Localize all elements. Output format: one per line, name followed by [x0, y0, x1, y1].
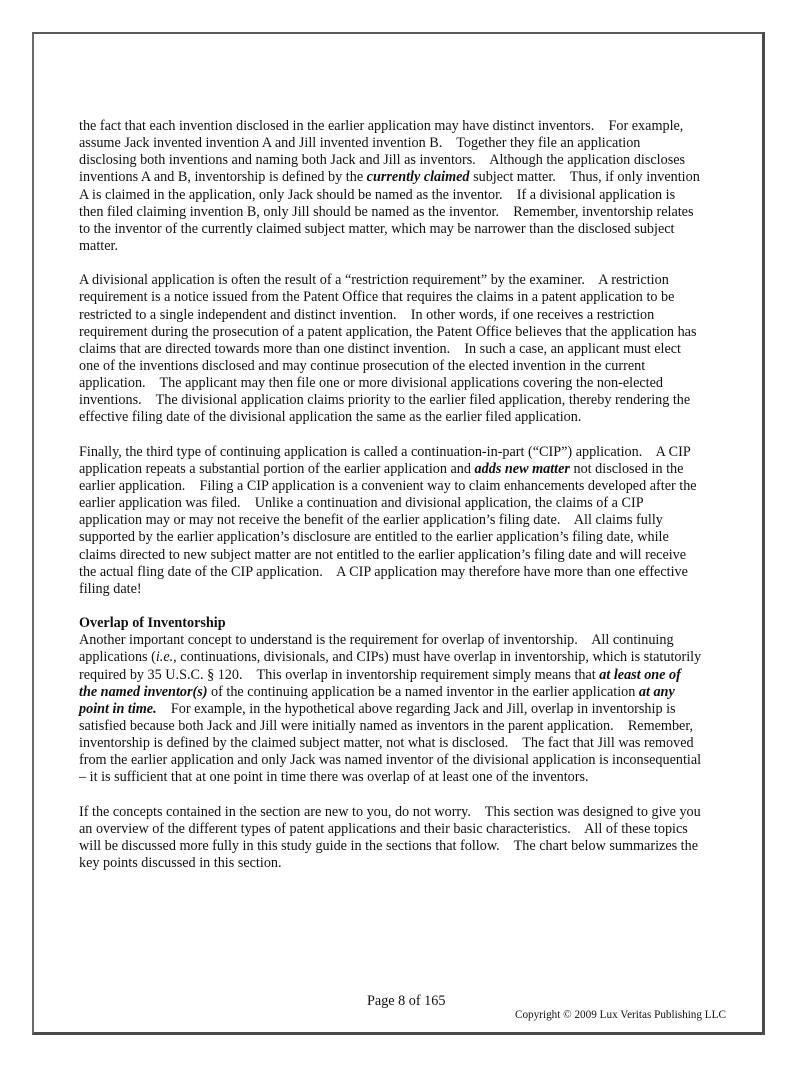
- text-run: from the earlier application and only Jack was named inventor of the divisional application is inconsequential: [79, 752, 702, 769]
- paragraph: [79, 804, 751, 873]
- text-line: [79, 187, 751, 204]
- text-run: applications (: [79, 649, 156, 666]
- text-run: A is claimed in the application, only Jack should be named as the inventor. If a divisional application is: [79, 186, 676, 203]
- copyright-notice: Copyright © 2009 Lux Veritas Publishing LLC: [515, 1009, 726, 1021]
- page-number: Page 8 of 165: [367, 993, 446, 1009]
- text-run: will be discussed more fully in this study guide in the sections that follow. The chart below summarizes the: [79, 837, 699, 854]
- text-line: [79, 581, 751, 598]
- text-line: [79, 341, 751, 358]
- text-run: filing date!: [79, 580, 142, 597]
- text-run: key points discussed in this section.: [79, 855, 282, 872]
- text-line: [79, 769, 751, 786]
- text-run: one of the inventions disclosed and may continue prosecution of the elected invention in the current: [79, 357, 646, 374]
- text-run: the actual fling date of the CIP application. A CIP application may therefore have more than one effective: [79, 563, 688, 580]
- text-line: [79, 375, 751, 392]
- text-line: [79, 135, 751, 152]
- emphasis-text: adds new matter: [474, 460, 570, 477]
- text-run: then filed claiming invention B, only Jill should be named as the inventor. Remember, inventorship relates: [79, 203, 694, 220]
- text-line: [79, 735, 751, 752]
- text-run: requirement during the prosecution of a patent application, the Patent Office believes that the application has: [79, 323, 697, 340]
- text-line: [79, 512, 751, 529]
- text-run: satisfied because both Jack and Jill were initially named as inventors in the parent application. Remember,: [79, 717, 694, 734]
- paragraph: [79, 272, 751, 426]
- text-run: the fact that each invention disclosed in the earlier application may have distinct inventors. For example,: [79, 118, 684, 134]
- text-line: [79, 547, 751, 564]
- text-line: [79, 221, 751, 238]
- section-heading: Overlap of Inventorship: [79, 615, 226, 632]
- text-line: [79, 495, 751, 512]
- text-run: subject matter. Thus, if only invention: [469, 169, 700, 186]
- emphasis-text: the named inventor(s): [79, 683, 208, 700]
- text-line: [79, 358, 751, 375]
- emphasis-text: point in time.: [79, 700, 157, 717]
- text-line: [79, 667, 751, 684]
- text-line: [79, 855, 751, 872]
- text-line: [79, 804, 751, 821]
- text-line: [79, 684, 751, 701]
- text-line: [79, 152, 751, 169]
- text-line: [79, 752, 751, 769]
- text-line: [79, 272, 751, 289]
- text-line: [79, 169, 751, 186]
- emphasis-text: currently claimed: [366, 169, 470, 186]
- text-run: – it is sufficient that at one point in time there was overlap of at least one of the inventors.: [79, 769, 589, 786]
- text-line: [79, 821, 751, 838]
- text-run: restricted to a single independent and distinct invention. In other words, if one receives a restriction: [79, 306, 655, 323]
- text-line: [79, 564, 751, 581]
- text-run: If the concepts contained in the section are new to you, do not worry. This section was designed to give you: [79, 803, 701, 820]
- text-run: application may or may not receive the benefit of the earlier application’s filing date. All claims fully: [79, 512, 663, 529]
- text-run: an overview of the different types of patent applications and their basic characteristics. All of these topics: [79, 820, 688, 837]
- document-body: [79, 118, 751, 889]
- paragraph: [79, 118, 751, 255]
- text-line: [79, 632, 751, 649]
- text-run: supported by the earlier application’s disclosure are entitled to the earlier application’s filing date, while: [79, 529, 669, 546]
- emphasis-text: at any: [638, 683, 675, 700]
- text-line: [79, 838, 751, 855]
- emphasis-text: i.e.: [155, 649, 174, 666]
- text-line: [79, 478, 751, 495]
- text-line: [79, 118, 751, 135]
- text-run: disclosing both inventions and naming both Jack and Jill as inventors. Although the application discloses: [79, 152, 686, 169]
- text-run: earlier application was filed. Unlike a continuation and divisional application, the claims of a CIP: [79, 495, 644, 512]
- text-run: inventorship is defined by the claimed subject matter, not what is disclosed. The fact that Jill was removed: [79, 735, 694, 752]
- text-line: [79, 444, 751, 461]
- text-line: [79, 701, 751, 718]
- paragraph: [79, 444, 751, 598]
- text-run: of the continuing application be a named inventor in the earlier application: [207, 683, 639, 700]
- text-line: [79, 289, 751, 306]
- text-run: inventions A and B, inventorship is defined by the: [79, 169, 367, 186]
- text-run: inventions. The divisional application claims priority to the earlier filed application, thereby rendering the: [79, 392, 691, 409]
- text-line: [79, 238, 751, 255]
- text-run: effective filing date of the divisional application the same as the earlier filed application.: [79, 409, 582, 426]
- text-run: application. The applicant may then file one or more divisional applications covering the non-elected: [79, 375, 663, 392]
- text-run: matter.: [79, 237, 119, 254]
- text-run: For example, in the hypothetical above regarding Jack and Jill, overlap in inventorship is: [156, 700, 676, 717]
- text-run: earlier application. Filing a CIP application is a convenient way to claim enhancements developed after the: [79, 477, 697, 494]
- emphasis-text: at least one of: [599, 666, 681, 683]
- paragraph: [79, 615, 751, 786]
- text-line: [79, 392, 751, 409]
- text-line: [79, 461, 751, 478]
- text-line: [79, 529, 751, 546]
- text-run: requirement is a notice issued from the Patent Office that requires the claims in a patent application to be: [79, 289, 675, 306]
- text-line: [79, 307, 751, 324]
- text-run: application repeats a substantial portion of the earlier application and: [79, 460, 475, 477]
- text-run: claims directed to new subject matter are not entitled to the earlier application’s filing date and will receive: [79, 546, 687, 563]
- text-line: [79, 204, 751, 221]
- text-run: Finally, the third type of continuing application is called a continuation-in-part (“CIP”) application. A CIP: [79, 443, 691, 460]
- text-run: to the inventor of the currently claimed subject matter, which may be narrower than the disclosed subject: [79, 220, 675, 237]
- text-line: [79, 409, 751, 426]
- text-run: not disclosed in the: [569, 460, 684, 477]
- text-run: A divisional application is often the result of a “restriction requirement” by the examiner. A restriction: [79, 272, 669, 289]
- text-run: Another important concept to understand is the requirement for overlap of inventorship. All continuing: [79, 632, 674, 649]
- text-line: [79, 718, 751, 735]
- text-line: [79, 649, 751, 666]
- text-line: [79, 615, 751, 632]
- text-run: required by 35 U.S.C. § 120. This overlap in inventorship requirement simply means that: [79, 666, 600, 683]
- text-line: [79, 324, 751, 341]
- text-run: claims that are directed towards more than one distinct invention. In such a case, an applicant must elect: [79, 340, 681, 357]
- text-run: assume Jack invented invention A and Jill invented invention B. Together they file an application: [79, 135, 641, 152]
- text-run: , continuations, divisionals, and CIPs) must have overlap in inventorship, which is statutorily: [173, 649, 702, 666]
